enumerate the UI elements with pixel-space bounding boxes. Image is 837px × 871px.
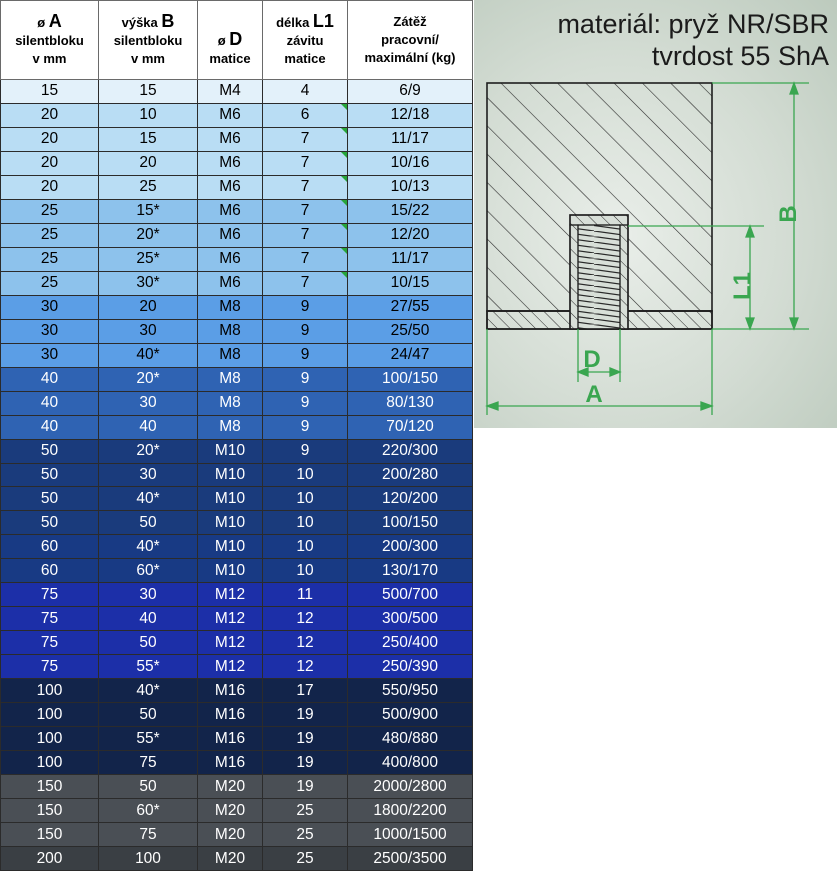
cell-diameter-d: M20 xyxy=(198,823,263,847)
table-row xyxy=(1,103,473,127)
cell-thread-length-l1: 19 xyxy=(263,775,348,799)
header-height-b: výška B silentbloku v mm xyxy=(99,1,198,80)
cell-diameter-a: 15 xyxy=(1,80,99,104)
cell-load: 6/9 xyxy=(348,80,473,104)
cell-load: 100/150 xyxy=(348,511,473,535)
cell-thread-length-l1: 7 xyxy=(263,247,348,271)
table-row xyxy=(1,175,473,199)
cell-diameter-d: M10 xyxy=(198,487,263,511)
cell-height-b: 30 xyxy=(99,319,198,343)
cell-diameter-a: 40 xyxy=(1,391,99,415)
table-row xyxy=(1,703,473,727)
table-row xyxy=(1,679,473,703)
cell-thread-length-l1: 7 xyxy=(263,127,348,151)
cell-height-b: 75 xyxy=(99,751,198,775)
cell-marker xyxy=(341,104,347,110)
cell-diameter-a: 30 xyxy=(1,343,99,367)
cell-thread-length-l1: 7 xyxy=(263,175,348,199)
cell-diameter-a: 50 xyxy=(1,487,99,511)
cell-diameter-a: 75 xyxy=(1,631,99,655)
cell-height-b: 15 xyxy=(99,80,198,104)
cell-diameter-a: 150 xyxy=(1,775,99,799)
cell-load: 15/22 xyxy=(348,199,473,223)
cell-height-b: 40* xyxy=(99,535,198,559)
cell-load: 2000/2800 xyxy=(348,775,473,799)
cell-height-b: 15* xyxy=(99,199,198,223)
cell-load: 480/880 xyxy=(348,727,473,751)
cell-thread-length-l1: 17 xyxy=(263,679,348,703)
cell-diameter-d: M6 xyxy=(198,271,263,295)
cell-height-b: 55* xyxy=(99,655,198,679)
cell-thread-length-l1: 11 xyxy=(263,583,348,607)
table-row xyxy=(1,847,473,871)
table-row xyxy=(1,727,473,751)
table-row xyxy=(1,271,473,295)
table-row xyxy=(1,823,473,847)
cell-diameter-d: M8 xyxy=(198,415,263,439)
cell-thread-length-l1: 9 xyxy=(263,439,348,463)
cell-diameter-d: M10 xyxy=(198,511,263,535)
cell-thread-length-l1: 7 xyxy=(263,199,348,223)
cell-diameter-d: M12 xyxy=(198,607,263,631)
cell-diameter-d: M12 xyxy=(198,583,263,607)
cell-diameter-a: 50 xyxy=(1,463,99,487)
cell-load: 25/50 xyxy=(348,319,473,343)
cell-height-b: 40 xyxy=(99,415,198,439)
table-header-row xyxy=(1,1,473,80)
cell-thread-length-l1: 9 xyxy=(263,319,348,343)
cell-diameter-a: 20 xyxy=(1,103,99,127)
cell-marker xyxy=(341,128,347,134)
silentblock-cross-section-diagram xyxy=(474,0,837,428)
cell-load: 120/200 xyxy=(348,487,473,511)
cell-diameter-d: M16 xyxy=(198,751,263,775)
cell-diameter-a: 50 xyxy=(1,439,99,463)
cell-height-b: 10 xyxy=(99,103,198,127)
header-diameter-a: ø A silentbloku v mm xyxy=(1,1,99,80)
cell-thread-length-l1: 12 xyxy=(263,631,348,655)
cell-thread-length-l1: 19 xyxy=(263,727,348,751)
cell-thread-length-l1: 9 xyxy=(263,391,348,415)
cell-diameter-a: 100 xyxy=(1,703,99,727)
cell-marker xyxy=(341,200,347,206)
cell-height-b: 30 xyxy=(99,391,198,415)
cell-thread-length-l1: 10 xyxy=(263,559,348,583)
table-row xyxy=(1,487,473,511)
cell-load: 250/390 xyxy=(348,655,473,679)
cell-diameter-d: M6 xyxy=(198,199,263,223)
cell-height-b: 50 xyxy=(99,631,198,655)
table-row xyxy=(1,655,473,679)
cell-diameter-a: 150 xyxy=(1,799,99,823)
cell-thread-length-l1: 6 xyxy=(263,103,348,127)
table-row xyxy=(1,127,473,151)
table-row xyxy=(1,223,473,247)
cell-height-b: 40* xyxy=(99,679,198,703)
table-row xyxy=(1,631,473,655)
cell-diameter-a: 20 xyxy=(1,151,99,175)
table-row xyxy=(1,775,473,799)
cell-diameter-d: M6 xyxy=(198,223,263,247)
cell-height-b: 25 xyxy=(99,175,198,199)
cell-diameter-a: 25 xyxy=(1,247,99,271)
cell-height-b: 30 xyxy=(99,463,198,487)
cell-diameter-a: 20 xyxy=(1,175,99,199)
cell-marker xyxy=(341,176,347,182)
cell-diameter-a: 100 xyxy=(1,727,99,751)
cell-height-b: 40* xyxy=(99,487,198,511)
table-row xyxy=(1,559,473,583)
label-a: A xyxy=(585,381,603,408)
table-row xyxy=(1,583,473,607)
cell-load: 12/18 xyxy=(348,103,473,127)
cell-load: 10/15 xyxy=(348,271,473,295)
cell-thread-length-l1: 10 xyxy=(263,535,348,559)
cell-height-b: 20* xyxy=(99,223,198,247)
cell-height-b: 20* xyxy=(99,367,198,391)
cell-height-b: 20 xyxy=(99,295,198,319)
cell-load: 24/47 xyxy=(348,343,473,367)
table-row xyxy=(1,751,473,775)
table-body xyxy=(1,80,473,871)
cell-diameter-a: 20 xyxy=(1,127,99,151)
cell-thread-length-l1: 10 xyxy=(263,511,348,535)
cell-diameter-d: M6 xyxy=(198,103,263,127)
header-thread-length-l1: délka L1 závitu matice xyxy=(263,1,348,80)
cell-diameter-a: 25 xyxy=(1,223,99,247)
cell-diameter-d: M12 xyxy=(198,631,263,655)
cell-height-b: 75 xyxy=(99,823,198,847)
cell-load: 1800/2200 xyxy=(348,799,473,823)
threaded-nut xyxy=(570,215,628,329)
cell-height-b: 50 xyxy=(99,511,198,535)
cell-height-b: 25* xyxy=(99,247,198,271)
cell-height-b: 15 xyxy=(99,127,198,151)
cell-diameter-a: 150 xyxy=(1,823,99,847)
cell-load: 12/20 xyxy=(348,223,473,247)
table-row xyxy=(1,415,473,439)
cell-load: 10/16 xyxy=(348,151,473,175)
cell-thread-length-l1: 9 xyxy=(263,343,348,367)
cell-diameter-a: 75 xyxy=(1,583,99,607)
table-row xyxy=(1,367,473,391)
material-line: materiál: pryž NR/SBR xyxy=(557,9,829,39)
cell-height-b: 20* xyxy=(99,439,198,463)
cell-load: 500/900 xyxy=(348,703,473,727)
cell-diameter-a: 40 xyxy=(1,367,99,391)
label-l1: L1 xyxy=(729,271,756,301)
cell-diameter-d: M20 xyxy=(198,847,263,871)
table-row xyxy=(1,319,473,343)
cell-thread-length-l1: 25 xyxy=(263,799,348,823)
hardness-line: tvrdost 55 ShA xyxy=(651,41,829,71)
cell-height-b: 30* xyxy=(99,271,198,295)
cell-diameter-a: 60 xyxy=(1,535,99,559)
cell-diameter-a: 25 xyxy=(1,199,99,223)
cell-marker xyxy=(341,248,347,254)
cell-diameter-a: 60 xyxy=(1,559,99,583)
cell-load: 200/300 xyxy=(348,535,473,559)
cell-diameter-a: 25 xyxy=(1,271,99,295)
cell-height-b: 55* xyxy=(99,727,198,751)
diagram-panel xyxy=(474,0,837,428)
cell-load: 80/130 xyxy=(348,391,473,415)
header-load: Zátěž pracovní/ maximální (kg) xyxy=(348,1,473,80)
cell-load: 500/700 xyxy=(348,583,473,607)
cell-thread-length-l1: 7 xyxy=(263,151,348,175)
cell-diameter-d: M20 xyxy=(198,799,263,823)
cell-diameter-a: 100 xyxy=(1,679,99,703)
cell-load: 200/280 xyxy=(348,463,473,487)
cell-load: 400/800 xyxy=(348,751,473,775)
label-b: B xyxy=(775,205,802,223)
cell-diameter-d: M10 xyxy=(198,439,263,463)
cell-thread-length-l1: 19 xyxy=(263,703,348,727)
cell-diameter-a: 30 xyxy=(1,319,99,343)
cell-diameter-d: M10 xyxy=(198,463,263,487)
cell-diameter-d: M8 xyxy=(198,367,263,391)
cell-height-b: 60* xyxy=(99,559,198,583)
cell-thread-length-l1: 9 xyxy=(263,415,348,439)
cell-thread-length-l1: 25 xyxy=(263,847,348,871)
cell-thread-length-l1: 10 xyxy=(263,463,348,487)
cell-load: 11/17 xyxy=(348,127,473,151)
header-diameter-d: ø D matice xyxy=(198,1,263,80)
cell-diameter-d: M6 xyxy=(198,127,263,151)
table-row xyxy=(1,80,473,104)
cell-height-b: 100 xyxy=(99,847,198,871)
cell-load: 70/120 xyxy=(348,415,473,439)
cell-height-b: 50 xyxy=(99,703,198,727)
table-row xyxy=(1,151,473,175)
table-row xyxy=(1,511,473,535)
cell-thread-length-l1: 12 xyxy=(263,607,348,631)
cell-height-b: 40 xyxy=(99,607,198,631)
cell-load: 10/13 xyxy=(348,175,473,199)
cell-load: 130/170 xyxy=(348,559,473,583)
cell-thread-length-l1: 25 xyxy=(263,823,348,847)
cell-thread-length-l1: 7 xyxy=(263,223,348,247)
table-row xyxy=(1,799,473,823)
label-d: D xyxy=(583,346,601,373)
table-row xyxy=(1,343,473,367)
table-row xyxy=(1,199,473,223)
cell-diameter-d: M6 xyxy=(198,247,263,271)
cell-marker xyxy=(341,272,347,278)
cell-diameter-d: M4 xyxy=(198,80,263,104)
cell-diameter-a: 75 xyxy=(1,655,99,679)
cell-diameter-d: M8 xyxy=(198,295,263,319)
cell-diameter-a: 40 xyxy=(1,415,99,439)
cell-diameter-a: 75 xyxy=(1,607,99,631)
cell-diameter-d: M10 xyxy=(198,535,263,559)
table-row xyxy=(1,535,473,559)
cell-height-b: 60* xyxy=(99,799,198,823)
cell-diameter-d: M16 xyxy=(198,703,263,727)
cell-load: 100/150 xyxy=(348,367,473,391)
cell-thread-length-l1: 10 xyxy=(263,487,348,511)
table-row xyxy=(1,463,473,487)
cell-diameter-d: M12 xyxy=(198,655,263,679)
table-row xyxy=(1,391,473,415)
cell-thread-length-l1: 9 xyxy=(263,367,348,391)
cell-diameter-d: M10 xyxy=(198,559,263,583)
cell-height-b: 30 xyxy=(99,583,198,607)
cell-thread-length-l1: 19 xyxy=(263,751,348,775)
cell-height-b: 20 xyxy=(99,151,198,175)
cell-height-b: 50 xyxy=(99,775,198,799)
cell-diameter-a: 50 xyxy=(1,511,99,535)
cell-thread-length-l1: 4 xyxy=(263,80,348,104)
cell-load: 2500/3500 xyxy=(348,847,473,871)
cell-thread-length-l1: 7 xyxy=(263,271,348,295)
cell-diameter-d: M6 xyxy=(198,151,263,175)
cell-load: 11/17 xyxy=(348,247,473,271)
cell-marker xyxy=(341,152,347,158)
cell-diameter-d: M16 xyxy=(198,727,263,751)
table-row xyxy=(1,607,473,631)
cell-diameter-d: M8 xyxy=(198,391,263,415)
cell-diameter-a: 100 xyxy=(1,751,99,775)
cell-load: 220/300 xyxy=(348,439,473,463)
cell-diameter-a: 30 xyxy=(1,295,99,319)
cell-height-b: 40* xyxy=(99,343,198,367)
cell-thread-length-l1: 12 xyxy=(263,655,348,679)
cell-diameter-d: M8 xyxy=(198,319,263,343)
cell-diameter-d: M8 xyxy=(198,343,263,367)
cell-load: 300/500 xyxy=(348,607,473,631)
cell-load: 1000/1500 xyxy=(348,823,473,847)
cell-diameter-d: M16 xyxy=(198,679,263,703)
table-row xyxy=(1,295,473,319)
cell-thread-length-l1: 9 xyxy=(263,295,348,319)
table-row xyxy=(1,247,473,271)
cell-load: 27/55 xyxy=(348,295,473,319)
cell-diameter-d: M20 xyxy=(198,775,263,799)
cell-diameter-a: 200 xyxy=(1,847,99,871)
cell-marker xyxy=(341,224,347,230)
table-row xyxy=(1,439,473,463)
cell-diameter-d: M6 xyxy=(198,175,263,199)
cell-load: 250/400 xyxy=(348,631,473,655)
cell-load: 550/950 xyxy=(348,679,473,703)
